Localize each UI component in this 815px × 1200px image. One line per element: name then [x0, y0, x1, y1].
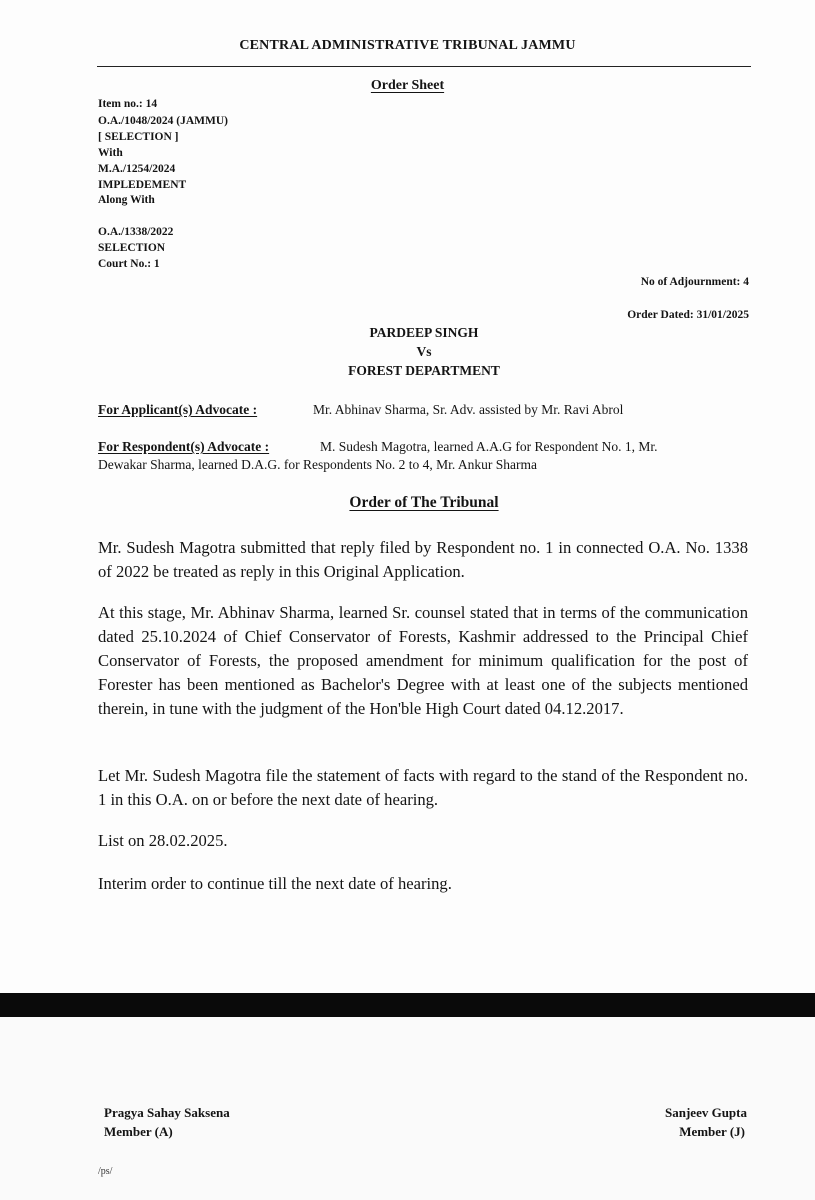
header-divider: [97, 66, 751, 67]
signatory-left-name: Pragya Sahay Saksena: [104, 1105, 230, 1120]
case-number-oa-1338: O.A./1338/2022: [98, 226, 174, 238]
case-number-oa-1048: O.A./1048/2024 (JAMMU): [98, 115, 228, 127]
case-link-along-with: Along With: [98, 194, 155, 206]
item-number: Item no.: 14: [98, 98, 158, 110]
signatory-right-name: Sanjeev Gupta: [665, 1105, 747, 1120]
order-paragraph-3: Let Mr. Sudesh Magotra file the statement of facts with regard to the stand of the Respondent no. 1 in this O.A. on or before the next date of hearing.: [98, 766, 748, 809]
versus-label: Vs: [416, 344, 432, 359]
order-date: Order Dated: 31/01/2025: [627, 309, 749, 321]
sheet-title-text: Order Sheet: [370, 78, 445, 93]
case-number-ma-1254: M.A./1254/2024: [98, 163, 176, 175]
respondent-advocate-label: For Respondent(s) Advocate :: [98, 439, 270, 454]
order-paragraph-1: Mr. Sudesh Magotra submitted that reply filed by Respondent no. 1 in connected O.A. No. 1338 of 2022 be treated as reply in this Original Application.: [98, 538, 748, 581]
applicant-advocate-text: Mr. Abhinav Sharma, Sr. Adv. assisted by Mr. Ravi Abrol: [313, 402, 624, 417]
signatory-right-role: Member (J): [679, 1124, 745, 1139]
respondent-name: FOREST DEPARTMENT: [348, 363, 500, 378]
order-heading-text: Order of The Tribunal: [349, 494, 499, 511]
order-paragraph-listing: List on 28.02.2025.: [98, 831, 228, 850]
typist-initials: /ps/: [98, 1166, 113, 1177]
case-category: [ SELECTION ]: [98, 131, 179, 143]
order-paragraph-2: At this stage, Mr. Abhinav Sharma, learned Sr. counsel stated that in terms of the communication dated 25.10.2024 of Chief Conservator of Forests, Kashmir addressed to the Principal Chief Conservator of Forests, the proposed amendment for minimum qualification for the post of Forester has been mentioned as Bachelor's Degree with at least one of the subjects mentioned therein, in tune with the judgment of the Hon'ble High Court dated 04.12.2017.: [98, 603, 748, 718]
applicant-name: PARDEEP SINGH: [369, 325, 479, 340]
respondent-advocate-text-line1: M. Sudesh Magotra, learned A.A.G for Respondent No. 1, Mr.: [320, 439, 658, 454]
adjournment-count: No of Adjournment: 4: [640, 276, 749, 288]
case-link-with: With: [98, 147, 123, 159]
order-paragraph-interim: Interim order to continue till the next date of hearing.: [98, 874, 452, 893]
case-type-impledement: IMPLEDEMENT: [98, 179, 187, 191]
order-heading: [0, 494, 815, 512]
court-name: CENTRAL ADMINISTRATIVE TRIBUNAL JAMMU: [239, 38, 576, 53]
case-category-2: SELECTION: [98, 242, 166, 254]
page-gap-band: [0, 993, 815, 1017]
signatory-left-role: Member (A): [104, 1124, 173, 1139]
applicant-advocate-label: For Applicant(s) Advocate :: [98, 402, 258, 417]
court-number: Court No.: 1: [98, 258, 160, 270]
respondent-advocate-text-line2: Dewakar Sharma, learned D.A.G. for Respondents No. 2 to 4, Mr. Ankur Sharma: [98, 457, 538, 472]
sheet-title: [0, 78, 815, 94]
